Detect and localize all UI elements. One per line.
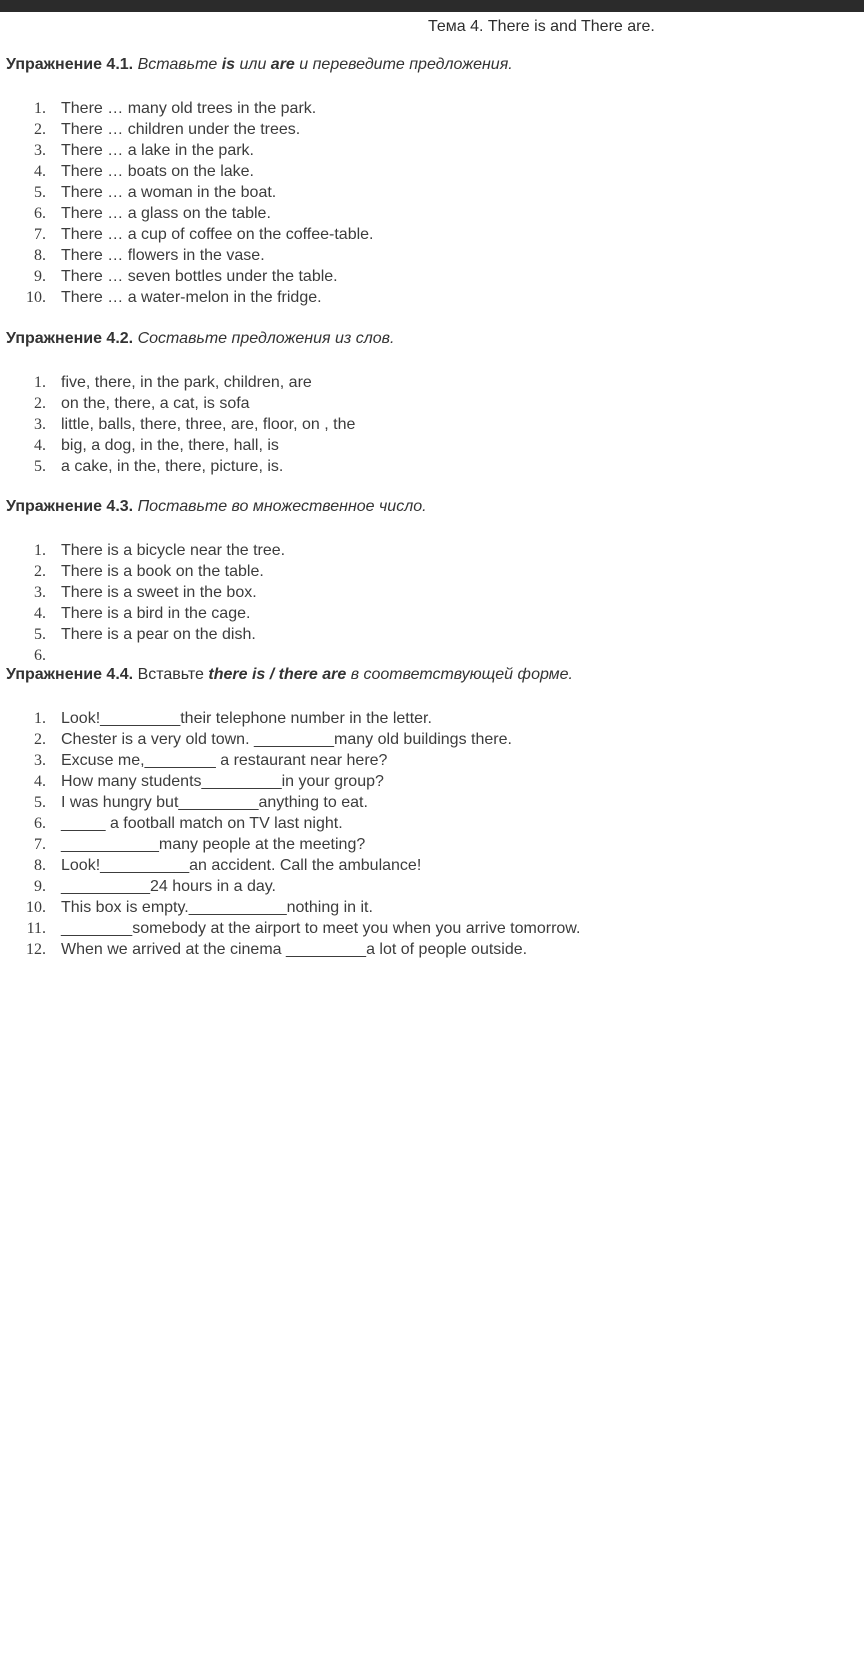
item-text: on the, there, a cat, is sofa bbox=[61, 395, 250, 412]
instruction-text: или bbox=[235, 56, 271, 73]
item-number: 2. bbox=[34, 395, 46, 412]
item-text: Look!__________an accident. Call the ambulance! bbox=[61, 857, 422, 874]
item-text: When we arrived at the cinema _________a lot of people outside. bbox=[61, 941, 528, 958]
page-title: Тема 4. There is and There are. bbox=[428, 18, 655, 35]
item-number: 4. bbox=[34, 773, 46, 790]
item-text: There is a bicycle near the tree. bbox=[61, 542, 286, 559]
exercise-heading bbox=[6, 498, 427, 516]
item-text: Chester is a very old town. _________many old buildings there. bbox=[61, 731, 512, 748]
instruction-term: are bbox=[270, 56, 295, 73]
item-number: 4. bbox=[34, 437, 46, 454]
item-text: __________24 hours in a day. bbox=[61, 878, 276, 895]
item-text: There … a cup of coffee on the coffee-table. bbox=[61, 226, 374, 243]
item-text: There … a lake in the park. bbox=[61, 142, 254, 159]
item-text: There is a bird in the cage. bbox=[61, 605, 251, 622]
exercise-heading bbox=[6, 56, 513, 74]
item-text: Look!_________their telephone number in the letter. bbox=[61, 710, 432, 727]
item-number: 2. bbox=[34, 731, 46, 748]
item-text: I was hungry but_________anything to eat. bbox=[61, 794, 368, 811]
item-number: 3. bbox=[34, 142, 46, 159]
instruction-text: Составьте предложения из слов. bbox=[137, 330, 395, 347]
item-number: 5. bbox=[34, 626, 46, 643]
item-text: How many students_________in your group? bbox=[61, 773, 384, 790]
instruction-term: is bbox=[221, 56, 236, 73]
item-number: 8. bbox=[34, 857, 46, 874]
item-text: There is a pear on the dish. bbox=[61, 626, 256, 643]
item-number: 4. bbox=[34, 605, 46, 622]
item-text: ________somebody at the airport to meet you when you arrive tomorrow. bbox=[61, 920, 581, 937]
item-number: 8. bbox=[34, 247, 46, 264]
instruction-text: и переведите предложения. bbox=[294, 56, 513, 73]
item-text: There … a water-melon in the fridge. bbox=[61, 289, 322, 306]
item-number: 1. bbox=[34, 374, 46, 391]
item-text: There … children under the trees. bbox=[61, 121, 301, 138]
exercise-label: Упражнение 4.2. bbox=[6, 330, 134, 347]
instruction-text: Поставьте во множественное число. bbox=[137, 498, 427, 515]
item-number: 9. bbox=[34, 268, 46, 285]
item-number: 2. bbox=[34, 121, 46, 138]
instruction-text: Вставьте bbox=[137, 666, 204, 683]
item-number: 9. bbox=[34, 878, 46, 895]
item-number: 10. bbox=[26, 899, 46, 916]
item-number: 10. bbox=[26, 289, 46, 306]
item-number: 7. bbox=[34, 836, 46, 853]
item-number: 1. bbox=[34, 100, 46, 117]
item-number: 4. bbox=[34, 163, 46, 180]
item-number: 5. bbox=[34, 458, 46, 475]
item-number: 12. bbox=[26, 941, 46, 958]
item-text: Excuse me,________ a restaurant near here? bbox=[61, 752, 388, 769]
item-text: ___________many people at the meeting? bbox=[61, 836, 366, 853]
item-number: 1. bbox=[34, 542, 46, 559]
item-text: There … seven bottles under the table. bbox=[61, 268, 338, 285]
item-text: There is a book on the table. bbox=[61, 563, 264, 580]
item-text: There … a glass on the table. bbox=[61, 205, 271, 222]
item-number: 6. bbox=[34, 205, 46, 222]
exercise-heading bbox=[6, 666, 573, 684]
item-text: five, there, in the park, children, are bbox=[61, 374, 312, 391]
item-text: There … a woman in the boat. bbox=[61, 184, 277, 201]
item-number: 11. bbox=[26, 920, 46, 937]
item-number: 3. bbox=[34, 752, 46, 769]
item-number: 5. bbox=[34, 184, 46, 201]
item-text: _____ a football match on TV last night. bbox=[61, 815, 343, 832]
item-text: There … many old trees in the park. bbox=[61, 100, 317, 117]
instruction-term: there is / there are bbox=[208, 666, 347, 683]
instruction-text: в соответствующей форме. bbox=[350, 666, 573, 683]
item-number: 2. bbox=[34, 563, 46, 580]
exercise-label: Упражнение 4.4. bbox=[6, 666, 134, 683]
top-bar bbox=[0, 0, 864, 12]
item-number: 1. bbox=[34, 710, 46, 727]
item-number: 3. bbox=[34, 416, 46, 433]
item-number: 6. bbox=[34, 647, 46, 664]
instruction-text: Вставьте bbox=[137, 56, 222, 73]
exercise-heading bbox=[6, 330, 394, 348]
item-number: 3. bbox=[34, 584, 46, 601]
item-text: This box is empty.___________nothing in it. bbox=[61, 899, 373, 916]
item-text: There … boats on the lake. bbox=[61, 163, 254, 180]
exercise-label: Упражнение 4.3. bbox=[6, 498, 134, 515]
item-text: a cake, in the, there, picture, is. bbox=[61, 458, 284, 475]
item-number: 5. bbox=[34, 794, 46, 811]
item-text: big, a dog, in the, there, hall, is bbox=[61, 437, 279, 454]
item-text: little, balls, there, three, are, floor, on , the bbox=[61, 416, 356, 433]
exercise-label: Упражнение 4.1. bbox=[6, 56, 134, 73]
item-number: 7. bbox=[34, 226, 46, 243]
item-text: There … flowers in the vase. bbox=[61, 247, 265, 264]
item-text: There is a sweet in the box. bbox=[61, 584, 257, 601]
item-number: 6. bbox=[34, 815, 46, 832]
